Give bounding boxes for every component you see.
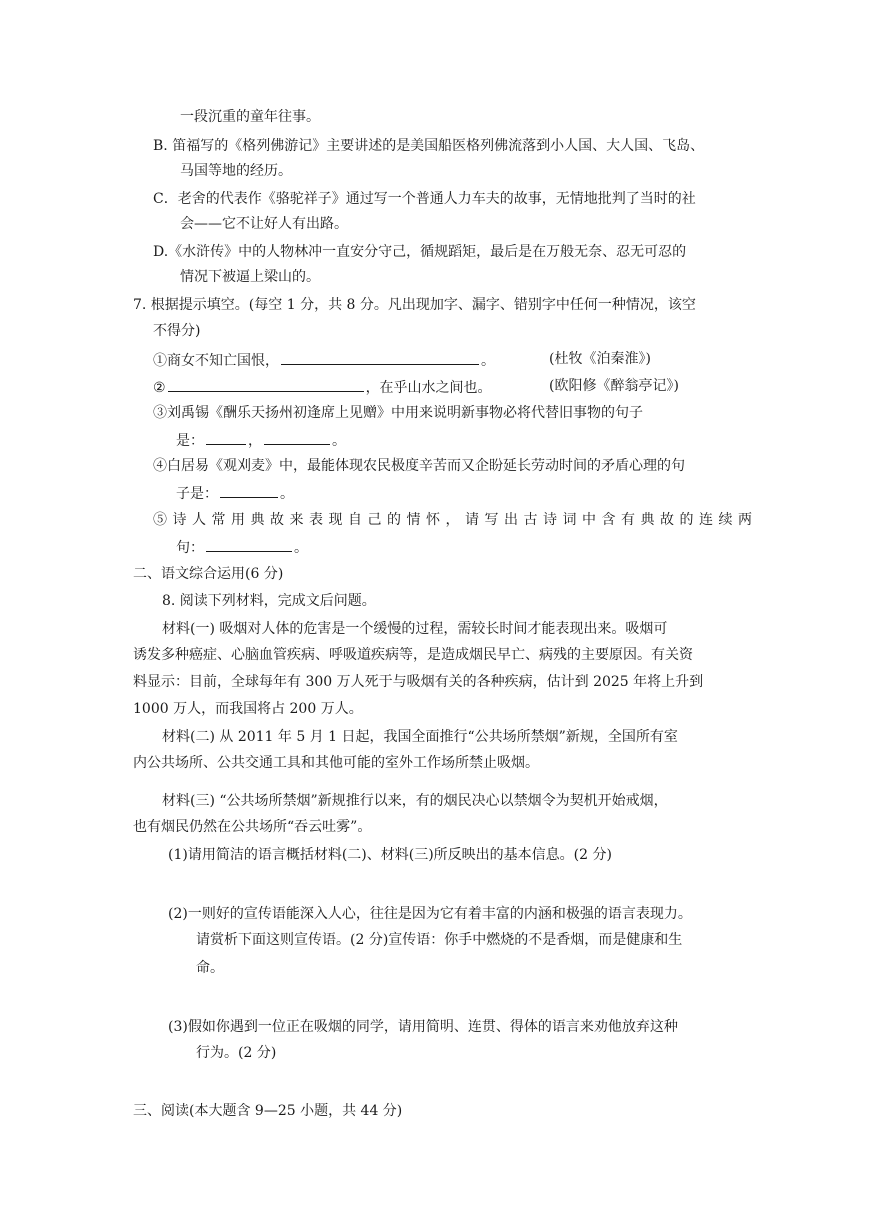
q7-item2-source: (欧阳修《醉翁亭记》) <box>549 378 679 394</box>
q7-item3-prefix: 是： <box>176 433 204 449</box>
q7-item5-line1: ⑤诗人常用典故来表现自己的情怀，请写出古诗词中含有典故的连续两 <box>153 512 758 528</box>
q6-option-d-line2: 情况下被逼上梁山的。 <box>180 269 320 285</box>
material-1-line3: 料显示：目前，全球每年有 300 万人死于与吸烟有关的各种疾病，估计到 2025 年将上升到 <box>133 674 704 690</box>
material-3-line2: 也有烟民仍然在公共场所“吞云吐雾”。 <box>133 819 372 835</box>
q7-item3-line1: ③刘禹锡《酬乐天扬州初逢席上见赠》中用来说明新事物必将代替旧事物的句子 <box>153 405 643 421</box>
section-3-title: 三、阅读(本大题含 9—25 小题，共 44 分) <box>133 1103 403 1119</box>
q7-item5-suffix: 。 <box>294 540 308 556</box>
q7-item2-blank[interactable] <box>168 377 364 392</box>
q7-item5-line2 <box>176 537 308 557</box>
q7-item4-suffix: 。 <box>280 486 294 502</box>
q8-sub3-line2: 行为。(2 分) <box>196 1045 277 1061</box>
material-1-line1: 材料(一) 吸烟对人体的危害是一个缓慢的过程，需较长时间才能表现出来。吸烟可 <box>162 621 668 637</box>
q7-item3-blank2[interactable] <box>264 430 330 445</box>
q7-item1-suffix: 。 <box>481 353 495 369</box>
q6-option-b-line1: B. 笛福写的《格列佛游记》主要讲述的是美国船医格列佛流落到小人国、大人国、飞岛、 <box>153 138 705 154</box>
q7-item3-suffix: 。 <box>332 433 346 449</box>
q7-stem-line1: 7. 根据提示填空。(每空 1 分，共 8 分。凡出现加字、漏字、错别字中任何一种情况，该空 <box>133 297 696 313</box>
q7-item3-line2 <box>176 430 346 450</box>
q7-item1-blank[interactable] <box>281 350 479 365</box>
material-1-line4: 1000 万人，而我国将占 200 万人。 <box>133 701 363 717</box>
q7-item4-line2 <box>176 483 294 503</box>
material-2-line1: 材料(二) 从 2011 年 5 月 1 日起，我国全面推行“公共场所禁烟”新规，全国所有室 <box>162 729 678 745</box>
q6-option-c-line2: 会——它不让好人有出路。 <box>180 216 348 232</box>
q7-item4-prefix: 子是： <box>176 486 218 502</box>
q7-item3-blank1[interactable] <box>206 430 246 445</box>
q8-sub2-line3: 命。 <box>196 960 224 976</box>
material-3-line1: 材料(三) “公共场所禁烟”新规推行以来，有的烟民决心以禁烟令为契机开始戒烟， <box>162 793 668 809</box>
q7-item2 <box>153 377 492 397</box>
q7-item4-blank[interactable] <box>220 483 278 498</box>
q7-stem-line2: 不得分) <box>153 323 201 339</box>
q7-item5-blank[interactable] <box>206 537 292 552</box>
q7-item2-suffix: ，在乎山水之间也。 <box>365 380 492 396</box>
q6-option-b-line2: 马国等地的经历。 <box>180 163 292 179</box>
q7-item2-prefix: ② <box>153 380 166 396</box>
material-1-line2: 诱发多种癌症、心脑血管疾病、呼吸道疾病等，是造成烟民早亡、病残的主要原因。有关资 <box>133 647 693 663</box>
q8-sub3-line1: (3)假如你遇到一位正在吸烟的同学，请用简明、连贯、得体的语言来劝他放弃这种 <box>168 1019 678 1035</box>
section-2-title: 二、语文综合运用(6 分) <box>133 566 284 582</box>
q7-item1-source: (杜牧《泊秦淮》) <box>549 351 651 367</box>
q7-item5-prefix: 句： <box>176 540 204 556</box>
q6-option-c-line1: C．老舍的代表作《骆驼祥子》通过写一个普通人力车夫的故事，无情地批判了当时的社 <box>153 191 696 207</box>
q7-item3-comma: ， <box>248 433 262 449</box>
q8-sub2-line1: (2)一则好的宣传语能深入人心，往往是因为它有着丰富的内涵和极强的语言表现力。 <box>168 906 692 922</box>
q7-item1-prefix: ①商女不知亡国恨， <box>153 353 279 369</box>
q8-sub2-line2: 请赏析下面这则宣传语。(2 分)宣传语：你手中燃烧的不是香烟，而是健康和生 <box>196 932 683 948</box>
q6-option-d-line1: D.《水浒传》中的人物林冲一直安分守己，循规蹈矩，最后是在万般无奈、忍无可忍的 <box>153 244 687 260</box>
q6a-continuation: 一段沉重的童年往事。 <box>180 109 320 125</box>
q8-sub1: (1)请用简洁的语言概括材料(二)、材料(三)所反映出的基本信息。(2 分) <box>168 847 612 863</box>
q8-stem: 8. 阅读下列材料，完成文后问题。 <box>162 593 376 609</box>
q7-item1 <box>153 350 495 370</box>
material-2-line2: 内公共场所、公共交通工具和其他可能的室外工作场所禁止吸烟。 <box>133 755 539 771</box>
q7-item4-line1: ④白居易《观刈麦》中，最能体现农民极度辛苦而又企盼延长劳动时间的矛盾心理的句 <box>153 458 685 474</box>
